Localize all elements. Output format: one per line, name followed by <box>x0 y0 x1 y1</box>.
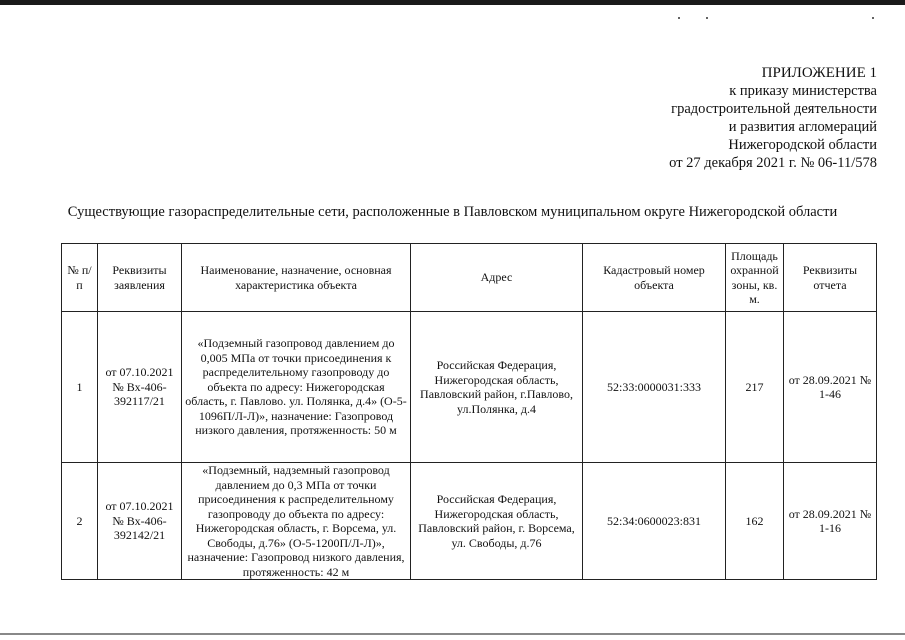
cell-area: 162 <box>726 463 784 580</box>
cell-area: 217 <box>726 312 784 463</box>
cell-name: «Подземный газопровод давлением до 0,005 МПа от точки присоединения к распределительному газопроводу до объекта по адресу: Нижегородская область, г. Павлово. ул. Полянка, д.4» (О-5-1096П/Л-Л)», назначение: Газопровод низкого давления, протяженность: 50 м <box>182 312 411 463</box>
page-bottom-border <box>0 633 905 635</box>
header-request: Реквизиты заявления <box>98 244 182 312</box>
appendix-line: от 27 декабря 2021 г. № 06-11/578 <box>669 155 877 171</box>
cell-num: 1 <box>62 312 98 463</box>
cell-cadastral: 52:33:0000031:333 <box>583 312 726 463</box>
header-address: Адрес <box>411 244 583 312</box>
header-area: Площадь охранной зоны, кв. м. <box>726 244 784 312</box>
scan-speck <box>706 17 708 19</box>
cell-report: от 28.09.2021 № 1-46 <box>784 312 877 463</box>
cell-address: Российская Федерация, Нижегородская область, Павловский район, г.Павлово, ул.Полянка, д.4 <box>411 312 583 463</box>
header-num: № п/п <box>62 244 98 312</box>
table-row <box>62 312 877 463</box>
scan-speck <box>678 17 680 19</box>
cell-name: «Подземный, надземный газопровод давлением до 0,3 МПа от точки присоединения к распределительному газопроводу до объекта по адресу: Нижегородская область, г. Ворсема, ул. Свободы, д.76» (О-5-1200П/Л-Л)», назначение: Газопровод низкого давления, протяженность: 42 м <box>182 463 411 580</box>
cell-cadastral: 52:34:0600023:831 <box>583 463 726 580</box>
header-report: Реквизиты отчета <box>784 244 877 312</box>
cell-request: от 07.10.2021 № Вх-406-392142/21 <box>98 463 182 580</box>
appendix-line: Нижегородской области <box>728 137 877 153</box>
appendix-header <box>669 64 877 172</box>
document-title: Существующие газораспределительные сети, расположенные в Павловском муниципальном округе Нижегородской области <box>67 204 838 220</box>
appendix-line: и развития агломераций <box>728 119 877 135</box>
cell-request: от 07.10.2021 № Вх-406-392117/21 <box>98 312 182 463</box>
cell-address: Российская Федерация, Нижегородская область, Павловский район, г. Ворсема, ул. Свободы, д.76 <box>411 463 583 580</box>
cell-report: от 28.09.2021 № 1-16 <box>784 463 877 580</box>
appendix-line: градостроительной деятельности <box>671 101 877 117</box>
appendix-line: к приказу министерства <box>729 83 877 99</box>
scan-speck <box>872 17 874 19</box>
table-row <box>62 463 877 580</box>
table-header-row <box>62 244 877 312</box>
cell-num: 2 <box>62 463 98 580</box>
appendix-title: ПРИЛОЖЕНИЕ 1 <box>761 65 877 81</box>
gas-networks-table <box>61 243 877 580</box>
header-cadastral: Кадастровый номер объекта <box>583 244 726 312</box>
page-top-border <box>0 0 905 5</box>
header-name: Наименование, назначение, основная характеристика объекта <box>182 244 411 312</box>
